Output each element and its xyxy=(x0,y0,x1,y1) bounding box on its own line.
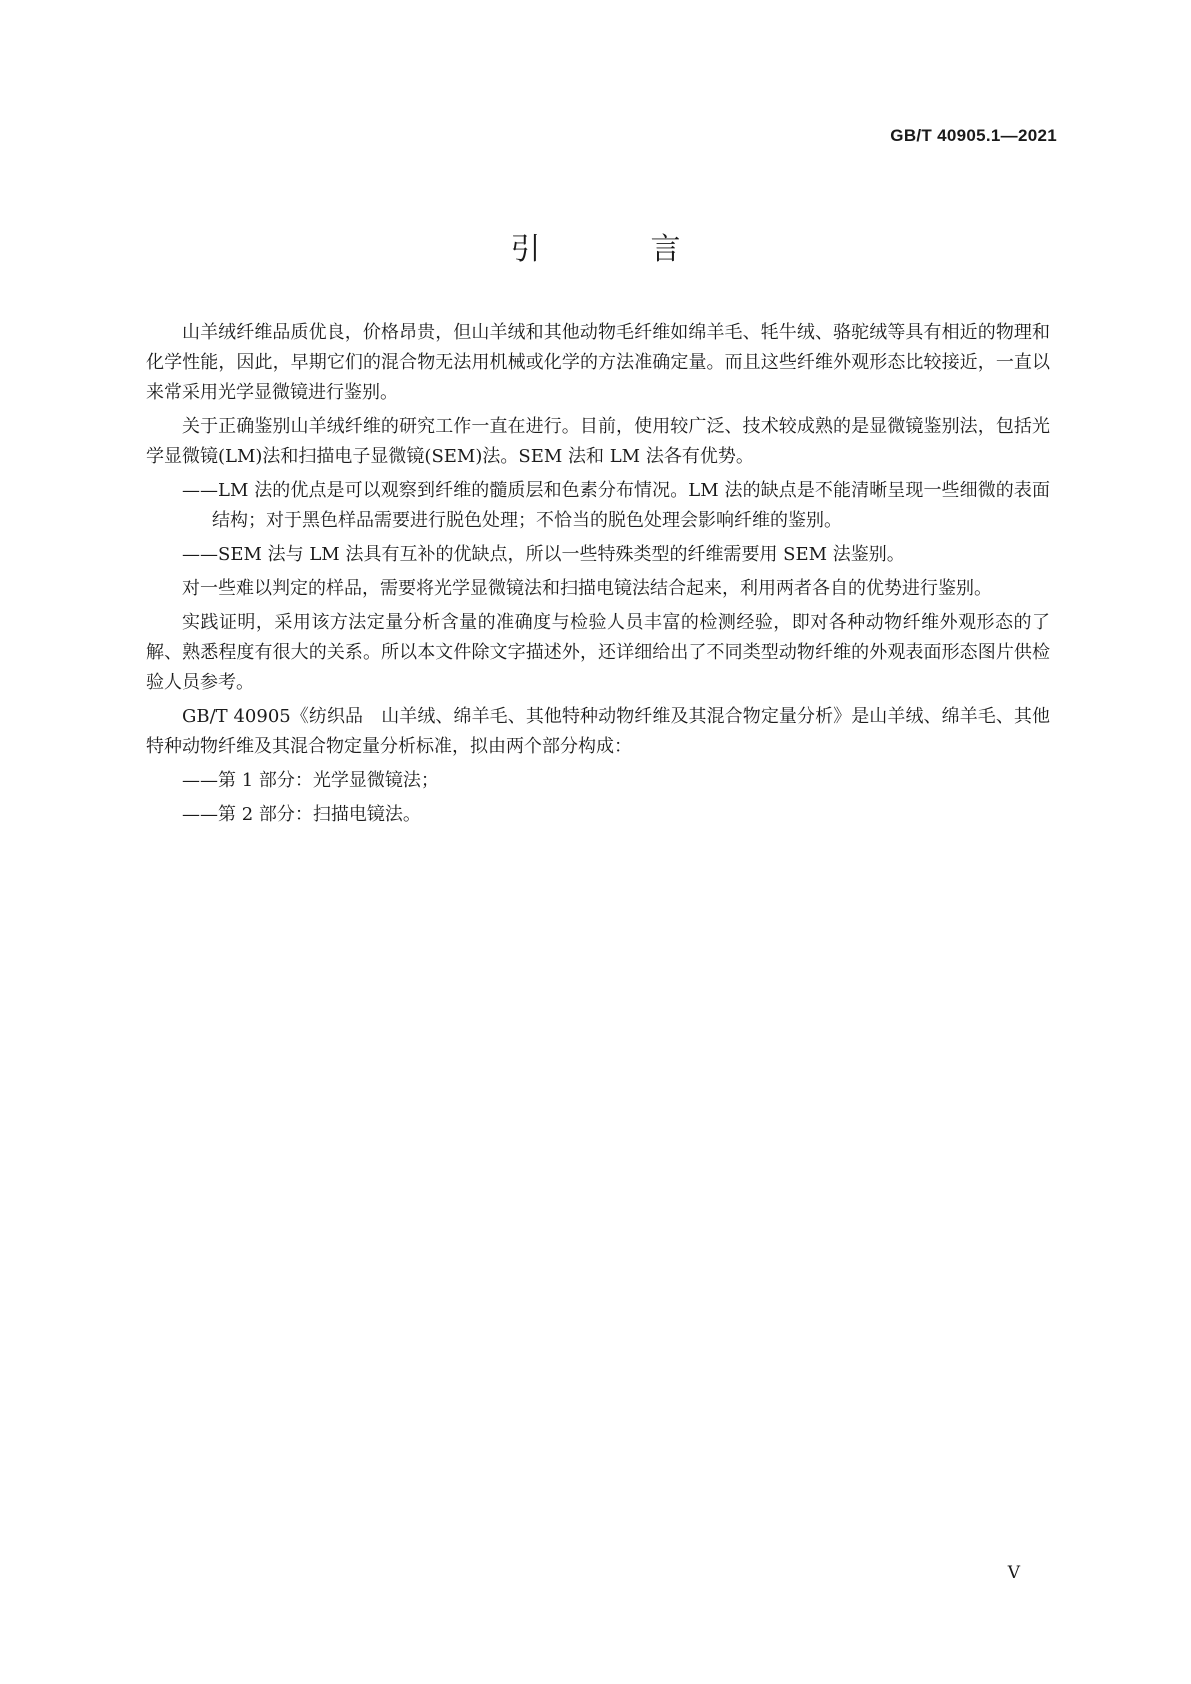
page-number: V xyxy=(1007,1563,1020,1583)
list-item-part-2: ——第 2 部分：扫描电镜法。 xyxy=(182,804,421,825)
page-title: 引 言 xyxy=(510,232,721,267)
list-item-part-1: ——第 1 部分：光学显微镜法； xyxy=(182,770,439,791)
paragraph-intro: 山羊绒纤维品质优良，价格昂贵，但山羊绒和其他动物毛纤维如绵羊毛、牦牛绒、骆驼绒等具有相近的物理和化学性能，因此，早期它们的混合物无法用机械或化学的方法准确定量。而且这些纤维外观形态比较接近，一直以来常采用光学显微镜进行鉴别。 xyxy=(146,322,1050,403)
document-body xyxy=(146,318,1050,834)
list-item-lm-method: ——LM 法的优点是可以观察到纤维的髓质层和色素分布情况。LM 法的缺点是不能清晰呈现一些细微的表面结构；对于黑色样品需要进行脱色处理；不恰当的脱色处理会影响纤维的鉴别。 xyxy=(182,480,1050,531)
paragraph-combined-methods: 对一些难以判定的样品，需要将光学显微镜法和扫描电镜法结合起来，利用两者各自的优势进行鉴别。 xyxy=(182,578,992,599)
paragraph-practice: 实践证明，采用该方法定量分析含量的准确度与检验人员丰富的检测经验，即对各种动物纤维外观形态的了解、熟悉程度有很大的关系。所以本文件除文字描述外，还详细给出了不同类型动物纤维的外观表面形态图片供检验人员参考。 xyxy=(146,612,1050,693)
paragraph-methods: 关于正确鉴别山羊绒纤维的研究工作一直在进行。目前，使用较广泛、技术较成熟的是显微镜鉴别法，包括光学显微镜(LM)法和扫描电子显微镜(SEM)法。SEM 法和 LM 法各有优势。 xyxy=(146,416,1050,467)
standard-code-header: GB/T 40905.1—2021 xyxy=(890,126,1057,145)
list-item-sem-method: ——SEM 法与 LM 法具有互补的优缺点，所以一些特殊类型的纤维需要用 SEM 法鉴别。 xyxy=(182,544,905,565)
paragraph-standard-structure: GB/T 40905《纺织品 山羊绒、绵羊毛、其他特种动物纤维及其混合物定量分析》是山羊绒、绵羊毛、其他特种动物纤维及其混合物定量分析标准，拟由两个部分构成： xyxy=(146,706,1050,757)
